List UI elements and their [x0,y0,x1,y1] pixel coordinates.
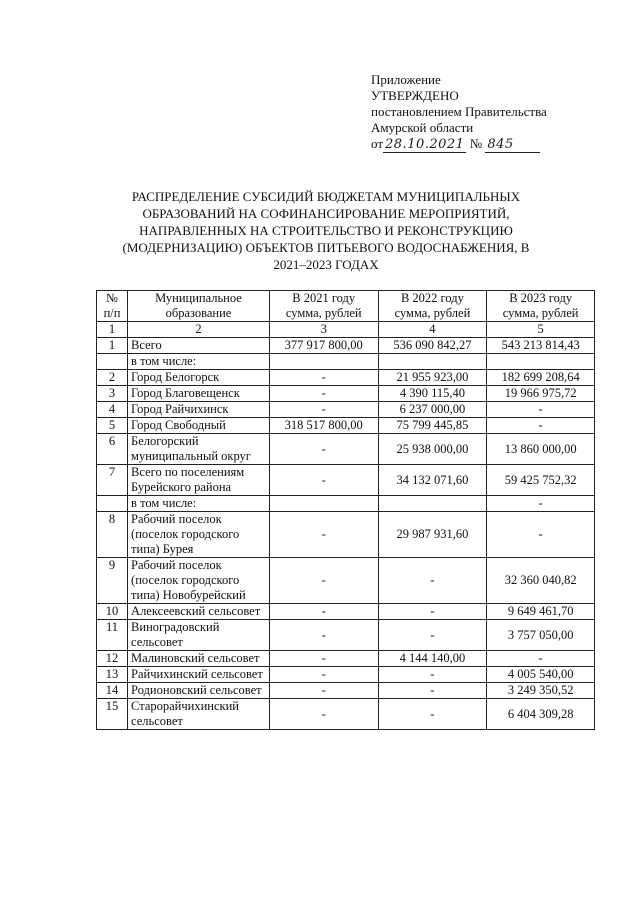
row-num: 2 [97,370,128,386]
row-value-2023: 3 249 350,52 [487,683,595,699]
row-value-2022: 6 237 000,00 [378,402,487,418]
row-value-2023 [487,354,595,370]
row-value-2021: 318 517 800,00 [269,418,378,434]
title-line-2: ОБРАЗОВАНИЙ НА СОФИНАНСИРОВАНИЕ МЕРОПРИЯТИЙ, [142,206,510,221]
row-name: Алексеевский сельсовет [128,604,270,620]
row-value-2021: - [269,386,378,402]
row-num: 7 [97,465,128,496]
column-number-row [97,322,595,338]
row-name: Малиновский сельсовет [128,651,270,667]
header-2022: В 2022 году сумма, рублей [378,291,487,322]
row-num [97,354,128,370]
row-value-2021: - [269,558,378,604]
header-2021: В 2021 году сумма, рублей [269,291,378,322]
table-row [97,465,595,496]
row-value-2023: 543 213 814,43 [487,338,595,354]
row-value-2022: - [378,667,487,683]
row-value-2021: - [269,604,378,620]
title-line-4: (МОДЕРНИЗАЦИЮ) ОБЪЕКТОВ ПИТЬЕВОГО ВОДОСНАБЖЕНИЯ, В [122,240,530,255]
row-value-2022: - [378,558,487,604]
row-name: Родионовский сельсовет [128,683,270,699]
row-value-2022: 34 132 071,60 [378,465,487,496]
colnum-4: 4 [378,322,487,338]
row-value-2023: - [487,496,595,512]
row-value-2023: - [487,512,595,558]
row-value-2023: 4 005 540,00 [487,667,595,683]
table-row [97,496,595,512]
row-value-2021 [269,354,378,370]
row-value-2021: - [269,620,378,651]
table-row [97,699,595,730]
row-num [97,496,128,512]
row-value-2022: - [378,620,487,651]
row-num: 3 [97,386,128,402]
colnum-3: 3 [269,322,378,338]
row-value-2021: - [269,434,378,465]
table-row [97,386,595,402]
row-name: Белогорский муниципальный округ [128,434,270,465]
colnum-5: 5 [487,322,595,338]
row-num: 15 [97,699,128,730]
title-line-1: РАСПРЕДЕЛЕНИЕ СУБСИДИЙ БЮДЖЕТАМ МУНИЦИПАЛЬНЫХ [131,189,521,204]
row-value-2023: 6 404 309,28 [487,699,595,730]
number-sign: № [469,136,483,151]
header-num: № п/п [97,291,128,322]
table-row [97,604,595,620]
header-2023: В 2023 году сумма, рублей [487,291,595,322]
row-num: 1 [97,338,128,354]
row-value-2022 [378,354,487,370]
row-value-2023: - [487,418,595,434]
row-num: 8 [97,512,128,558]
row-value-2023: - [487,651,595,667]
row-name: Рабочий поселок (поселок городского типа) Новобурейский [128,558,270,604]
row-value-2022: 4 144 140,00 [378,651,487,667]
handwritten-number: 845 [485,137,539,153]
table-row [97,512,595,558]
row-value-2021: - [269,651,378,667]
table-row [97,683,595,699]
row-num: 5 [97,418,128,434]
row-value-2023: 32 360 040,82 [487,558,595,604]
colnum-1: 1 [97,322,128,338]
row-name: Город Благовещенск [128,386,270,402]
row-value-2021: - [269,402,378,418]
subsidy-table [96,290,595,730]
row-name: Старорайчихинский сельсовет [128,699,270,730]
row-name: в том числе: [128,354,270,370]
row-value-2023: 19 966 975,72 [487,386,595,402]
row-name: Рабочий поселок (поселок городского типа) Бурея [128,512,270,558]
table-row [97,338,595,354]
row-num: 9 [97,558,128,604]
row-num: 11 [97,620,128,651]
row-value-2021: - [269,667,378,683]
row-value-2022: 536 090 842,27 [378,338,487,354]
row-num: 13 [97,667,128,683]
row-name: в том числе: [128,496,270,512]
row-num: 12 [97,651,128,667]
appendix-label: Приложение [371,72,441,87]
region-label: Амурской области [371,120,474,135]
row-value-2021: - [269,683,378,699]
table-header-row [97,291,595,322]
row-value-2022 [378,496,487,512]
date-prefix: от [371,136,384,151]
row-value-2022: 29 987 931,60 [378,512,487,558]
row-num: 6 [97,434,128,465]
table-row [97,370,595,386]
resolution-label: постановлением Правительства [371,104,547,119]
row-value-2022: 25 938 000,00 [378,434,487,465]
table-row [97,558,595,604]
row-num: 14 [97,683,128,699]
row-value-2023: 182 699 208,64 [487,370,595,386]
row-value-2023: 59 425 752,32 [487,465,595,496]
row-value-2021: - [269,512,378,558]
row-name: Виноградовский сельсовет [128,620,270,651]
row-value-2023: 13 860 000,00 [487,434,595,465]
row-name: Город Райчихинск [128,402,270,418]
row-name: Город Белогорск [128,370,270,386]
table-row [97,402,595,418]
row-value-2022: - [378,699,487,730]
table-row [97,354,595,370]
row-value-2022: - [378,604,487,620]
row-value-2021: - [269,370,378,386]
table-row [97,620,595,651]
row-name: Город Свободный [128,418,270,434]
row-value-2022: - [378,683,487,699]
document-title [100,188,552,273]
table-row [97,418,595,434]
row-value-2021: 377 917 800,00 [269,338,378,354]
row-value-2022: 4 390 115,40 [378,386,487,402]
colnum-2: 2 [128,322,270,338]
handwritten-date: 28.10.2021 [385,137,465,152]
title-line-3: НАПРАВЛЕННЫХ НА СТРОИТЕЛЬСТВО И РЕКОНСТРУКЦИЮ [139,223,513,238]
approval-stamp [371,72,547,153]
row-value-2022: 75 799 445,85 [378,418,487,434]
approved-label: УТВЕРЖДЕНО [371,88,459,103]
row-value-2023: 9 649 461,70 [487,604,595,620]
row-num: 4 [97,402,128,418]
table-row [97,667,595,683]
header-name: Муниципальное образование [128,291,270,322]
row-value-2021: - [269,465,378,496]
row-name: Райчихинский сельсовет [128,667,270,683]
row-name: Всего [128,338,270,354]
row-value-2023: 3 757 050,00 [487,620,595,651]
row-value-2021: - [269,699,378,730]
table-row [97,434,595,465]
title-line-5: 2021–2023 ГОДАХ [273,257,379,272]
table-row [97,651,595,667]
row-value-2021 [269,496,378,512]
row-num: 10 [97,604,128,620]
row-name: Всего по поселениям Бурейского района [128,465,270,496]
date-number-line [371,136,547,153]
row-value-2023: - [487,402,595,418]
row-value-2022: 21 955 923,00 [378,370,487,386]
